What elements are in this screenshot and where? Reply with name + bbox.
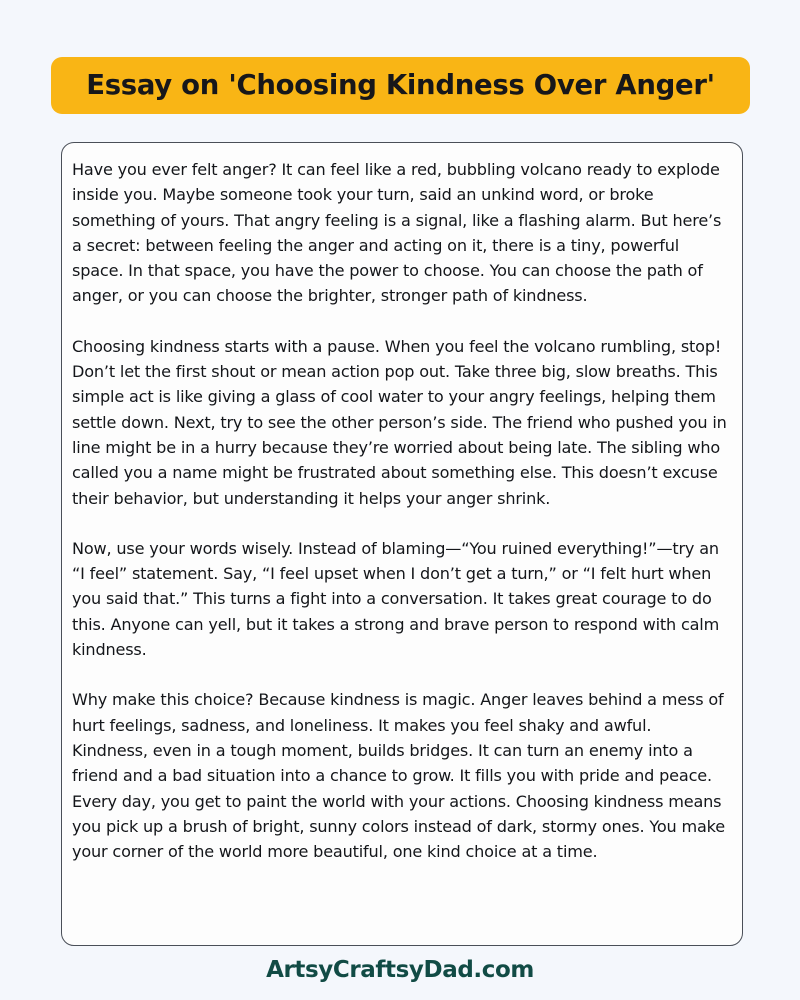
essay-body (72, 157, 731, 864)
page-title: Essay on 'Choosing Kindness Over Anger' (86, 68, 715, 101)
essay-paragraph: Why make this choice? Because kindness is magic. Anger leaves behind a mess of hurt feelings, sadness, and loneliness. It makes you feel shaky and awful. Kindness, even in a tough moment, builds bridges. It can turn an enemy into a friend and a bad situation into a chance to grow. It fills you with pride and peace. Every day, you get to paint the world with your actions. Choosing kindness means you pick up a brush of bright, sunny colors instead of dark, stormy ones. You make your corner of the world more beautiful, one kind choice at a time. (72, 690, 725, 862)
essay-paragraph: Now, use your words wisely. Instead of blaming—“You ruined everything!”—try an “I feel” statement. Say, “I feel upset when I don’t get a turn,” or “I felt hurt when you said that.” This turns a fight into a conversation. It takes great courage to do this. Anyone can yell, but it takes a strong and brave person to respond with calm kindness. (72, 538, 720, 660)
essay-paragraph: Have you ever felt anger? It can feel like a red, bubbling volcano ready to explode inside you. Maybe someone took your turn, said an unkind word, or broke something of yours. That angry feeling is a signal, like a flashing alarm. But here’s a secret: between feeling the anger and acting on it, there is a tiny, powerful space. In that space, you have the power to choose. You can choose the path of anger, or you can choose the brighter, stronger path of kindness. (72, 160, 722, 306)
footer-brand: ArtsyCraftsyDad.com (266, 957, 534, 983)
essay-paragraph: Choosing kindness starts with a pause. When you feel the volcano rumbling, stop! Don’t let the first shout or mean action pop out. Take three big, slow breaths. This simple act is like giving a glass of cool water to your angry feelings, helping them settle down. Next, try to see the other person’s side. The friend who pushed you in line might be in a hurry because they’re worried about being late. The sibling who called you a name might be frustrated about something else. This doesn’t excuse their behavior, but understanding it helps your anger shrink. (72, 336, 727, 508)
essay-card (61, 142, 743, 946)
title-banner (51, 57, 750, 114)
